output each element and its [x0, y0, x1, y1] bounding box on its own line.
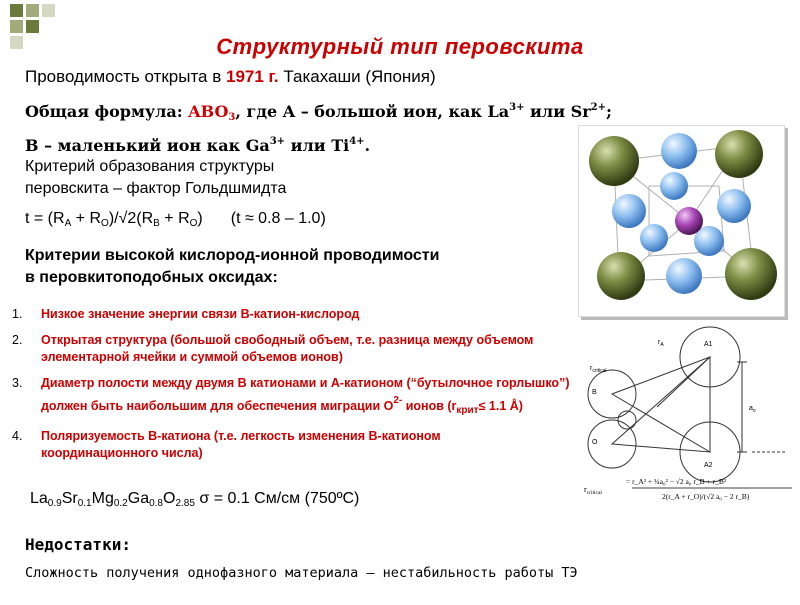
- abo-subscript: 3: [228, 112, 236, 123]
- item-text: Поляризуемость B-катиона (т.е. легкость изменения B-катионом координационного числа): [41, 428, 441, 460]
- t-text: )/√2(R: [108, 210, 154, 227]
- t-sub: O: [101, 218, 109, 229]
- list-item: [12, 306, 612, 324]
- sr-charge: 2+: [590, 102, 606, 113]
- perovskite-structure-illustration: [579, 126, 784, 316]
- formula-text: ;: [605, 102, 612, 121]
- t-text: ): [197, 210, 203, 227]
- intro-suffix: Такахаши (Япония): [278, 67, 436, 86]
- composition-conductivity: [30, 490, 359, 509]
- ra-sub: A: [660, 342, 664, 348]
- t-text: + R: [71, 210, 102, 227]
- element: Ga: [127, 490, 150, 507]
- formula-lhs: [584, 485, 602, 496]
- la-charge: 3+: [509, 102, 525, 113]
- element: La: [30, 490, 48, 507]
- t-range: (t ≈ 0.8 – 1.0): [230, 210, 326, 227]
- intro-prefix: Проводимость открыта в: [25, 67, 226, 86]
- tolerance-factor: [25, 210, 326, 229]
- criteria-heading-line: Критерии высокой кислород-ионной проводимости: [25, 247, 440, 264]
- label-ra: [658, 339, 664, 348]
- page-title: Структурный тип перовскита: [216, 34, 584, 59]
- drawbacks-text: Сложность получения однофазного материала – нестабильность работы ТЭ: [25, 565, 578, 581]
- item-text: Диаметр полости между двумя B катионами и А-катионом (“бутылочное горлышко”) должен быть наибольшим для обеспечения миграции O: [41, 375, 570, 413]
- item-number: 1.: [12, 307, 23, 321]
- formula-denominator: 2(r_A + r_O)/(√2 a₀ − 2 r_B): [662, 492, 750, 501]
- criteria-list: [12, 306, 612, 471]
- abo-text: ABO: [188, 102, 229, 121]
- formula-text: , где A – большой ион, как La: [235, 102, 510, 121]
- formula-text: или Sr: [524, 102, 591, 121]
- t-sub: A: [64, 218, 72, 229]
- list-item: [12, 375, 601, 420]
- label-b: B: [592, 389, 597, 396]
- label-ao: [749, 405, 756, 414]
- stoich: 0.8: [149, 498, 163, 509]
- intro-year: 1971 г.: [225, 67, 279, 86]
- ti-charge: 4+: [349, 136, 365, 147]
- conductivity-value: σ = 0.1 См/см (750ºC): [194, 490, 360, 507]
- rcrit-text: r: [590, 365, 593, 372]
- item-text: ионов (r: [402, 399, 457, 413]
- formula-line-1: [25, 96, 612, 130]
- t-sub: B: [153, 218, 160, 229]
- element: Sr: [61, 490, 78, 507]
- perovskite-crystal-image: [578, 125, 785, 317]
- ao-sub: o: [752, 408, 756, 414]
- intro-line: [25, 67, 436, 87]
- list-item: [12, 428, 561, 463]
- item-text: Низкое значение энергии связи B-катион-кислород: [41, 307, 360, 321]
- element: O: [163, 490, 176, 507]
- deco-square: [10, 4, 23, 17]
- conductivity-criteria-heading: [25, 245, 439, 289]
- ra-text: r: [658, 339, 661, 346]
- lhs-sub: critical: [586, 490, 602, 496]
- rcrit-sub: critical: [592, 368, 607, 374]
- general-formula: [25, 96, 612, 158]
- t-text: + R: [159, 210, 190, 227]
- label-a2: A2: [704, 462, 713, 469]
- deco-square: [26, 4, 39, 17]
- deco-square: [10, 20, 23, 33]
- stoich: 2.85: [175, 498, 195, 509]
- ga-charge: 3+: [269, 136, 286, 147]
- drawbacks-heading: Недостатки:: [25, 535, 131, 554]
- formula-text: B – маленький ион как Ga: [25, 136, 270, 155]
- ao-text: a: [749, 405, 753, 412]
- label-rcritical: [590, 365, 607, 374]
- stoich: 0.2: [113, 498, 128, 509]
- criterion-line: Критерий образования структуры: [25, 158, 275, 175]
- oxygen-charge: 2-: [393, 395, 403, 406]
- criterion-line: перовскита – фактор Гольдшмидта: [25, 180, 287, 197]
- item-number: 3.: [12, 375, 23, 390]
- deco-square: [42, 4, 55, 17]
- formula-text: Общая формула:: [25, 102, 189, 121]
- formula-line-2: [25, 130, 612, 158]
- critical-radius-formula: [584, 477, 792, 501]
- deco-square: [26, 20, 39, 33]
- label-a1: A1: [704, 341, 713, 348]
- t-sub: O: [189, 218, 198, 229]
- stoich: 0.1: [77, 498, 92, 509]
- formation-criterion: [25, 156, 286, 200]
- formula-text: или Ti: [285, 136, 350, 155]
- formula-numerator: = r_A² + ¾a₀² − √2 a₀ r_B + r_B²: [626, 477, 727, 486]
- item-text: Открытая структура (большой свободный объем, т.е. разница между объемом элементарной ячейки и суммой объемов ионов): [41, 332, 534, 364]
- list-item: [12, 332, 586, 367]
- bottleneck-diagram: [582, 322, 800, 600]
- item-number: 2.: [12, 332, 23, 347]
- criteria-heading-line: в перовкитоподобных оксидах:: [25, 269, 278, 286]
- lhs-r: r: [584, 485, 587, 494]
- label-o: O: [592, 439, 598, 446]
- critical-radius-diagram: [582, 322, 800, 600]
- abo-formula: [188, 102, 235, 121]
- formula-text: .: [364, 136, 371, 155]
- rcrit-subscript: крит: [456, 405, 479, 416]
- t-text: t = (R: [25, 210, 65, 227]
- item-number: 4.: [12, 428, 23, 443]
- item-text: ≤ 1.1 Å): [478, 399, 523, 413]
- element: Mg: [91, 490, 114, 507]
- stoich: 0.9: [47, 498, 62, 509]
